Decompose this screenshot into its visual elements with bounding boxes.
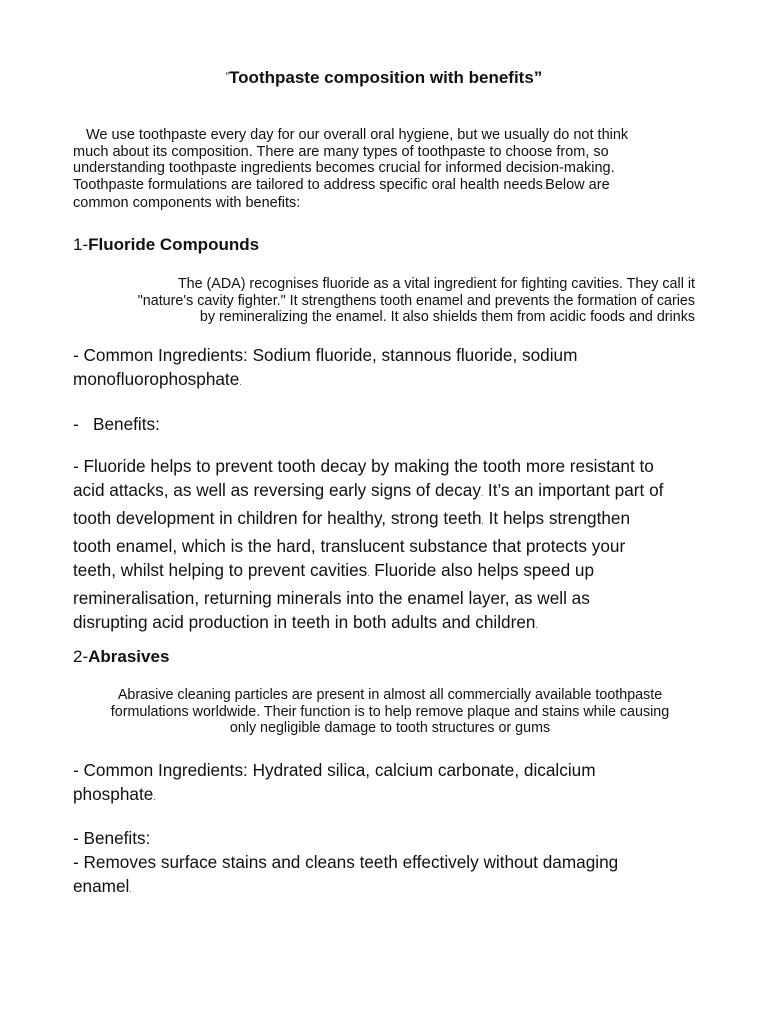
section-title: Fluoride Compounds: [88, 235, 260, 254]
title-open-quote: “: [225, 71, 230, 82]
fluoride-benefits-label: [73, 412, 703, 436]
benefit-dot: .: [481, 517, 484, 526]
benefit-line: teeth, whilst helping to prevent cavities: [73, 560, 368, 580]
intro-paragraph: [73, 127, 713, 212]
benefit-dot: .: [367, 569, 370, 578]
ingredients-line: monofluorophosphate: [73, 369, 240, 389]
benefit-line: - Fluoride helps to prevent tooth decay by making the tooth more resistant to: [73, 456, 654, 476]
benefit-line: Fluoride also helps speed up: [369, 560, 595, 580]
title-text: Toothpaste composition with benefits”: [229, 68, 543, 87]
benefit-line: tooth enamel, which is the hard, translucent substance that protects your: [73, 536, 626, 556]
summary-line: formulations worldwide. Their function is to help remove plaque and stains while causing: [110, 703, 670, 720]
summary-line: Abrasive cleaning particles are present in almost all commercially available toothpaste: [117, 687, 663, 703]
ingredients-line: phosphate: [73, 784, 154, 804]
summary-line: "nature's cavity fighter." It strengthens tooth enamel and prevents the formation of caries: [137, 292, 695, 309]
summary-line: by remineralizing the enamel. It also shields them from acidic foods and drinks: [199, 309, 695, 325]
document-title: [0, 68, 768, 88]
ingredients-dot: .: [239, 378, 242, 387]
section-heading-abrasives: [73, 647, 169, 667]
ingredients-line: - Common Ingredients: Sodium fluoride, stannous fluoride, sodium: [73, 345, 578, 365]
summary-line: The (ADA) recognises fluoride as a vital ingredient for fighting cavities. They call it: [177, 276, 695, 292]
summary-line: only negligible damage to tooth structures or gums: [229, 720, 551, 736]
benefit-line: - Removes surface stains and cleans teeth effectively without damaging: [73, 852, 619, 872]
intro-line-tail: Below are: [545, 176, 610, 193]
ingredients-dot: .: [153, 793, 156, 802]
section-number: 1-: [73, 235, 89, 254]
fluoride-ingredients: [73, 343, 703, 395]
fluoride-summary: [105, 276, 695, 326]
ingredients-line: - Common Ingredients: Hydrated silica, calcium carbonate, dicalcium: [73, 760, 596, 780]
abrasives-benefits: [73, 826, 703, 902]
benefit-line: disrupting acid production in teeth in both adults and children: [73, 612, 536, 632]
benefits-label: Benefits:: [93, 414, 160, 434]
benefit-line: acid attacks, as well as reversing early signs of decay: [73, 480, 481, 500]
section-title: Abrasives: [88, 647, 170, 666]
benefit-dot: .: [129, 885, 132, 894]
benefit-line: It’s an important part of: [483, 480, 664, 500]
benefits-label: - Benefits:: [73, 828, 151, 848]
intro-line: We use toothpaste every day for our overall oral hygiene, but we usually do not think: [86, 127, 629, 143]
benefit-line: It helps strengthen: [483, 508, 631, 528]
intro-line: much about its composition. There are many types of toothpaste to choose from, so: [73, 143, 609, 160]
intro-line: common components with benefits:: [73, 195, 301, 211]
benefit-dot: .: [480, 489, 484, 498]
intro-dot: .: [542, 181, 546, 191]
benefit-dot: .: [535, 621, 538, 630]
benefit-line: remineralisation, returning minerals into the enamel layer, as well as: [73, 588, 590, 608]
abrasives-summary: [80, 687, 700, 737]
section-number: 2-: [73, 647, 89, 666]
benefit-line: tooth development in children for healthy, strong teeth: [73, 508, 482, 528]
section-heading-fluoride: [73, 235, 259, 255]
benefits-dash: -: [73, 414, 79, 434]
abrasives-ingredients: [73, 758, 703, 810]
fluoride-benefits-text: [73, 454, 703, 638]
intro-line: Toothpaste formulations are tailored to address specific oral health needs: [73, 176, 543, 193]
benefit-line: enamel: [73, 876, 130, 896]
intro-line: understanding toothpaste ingredients becomes crucial for informed decision-making.: [73, 160, 615, 176]
